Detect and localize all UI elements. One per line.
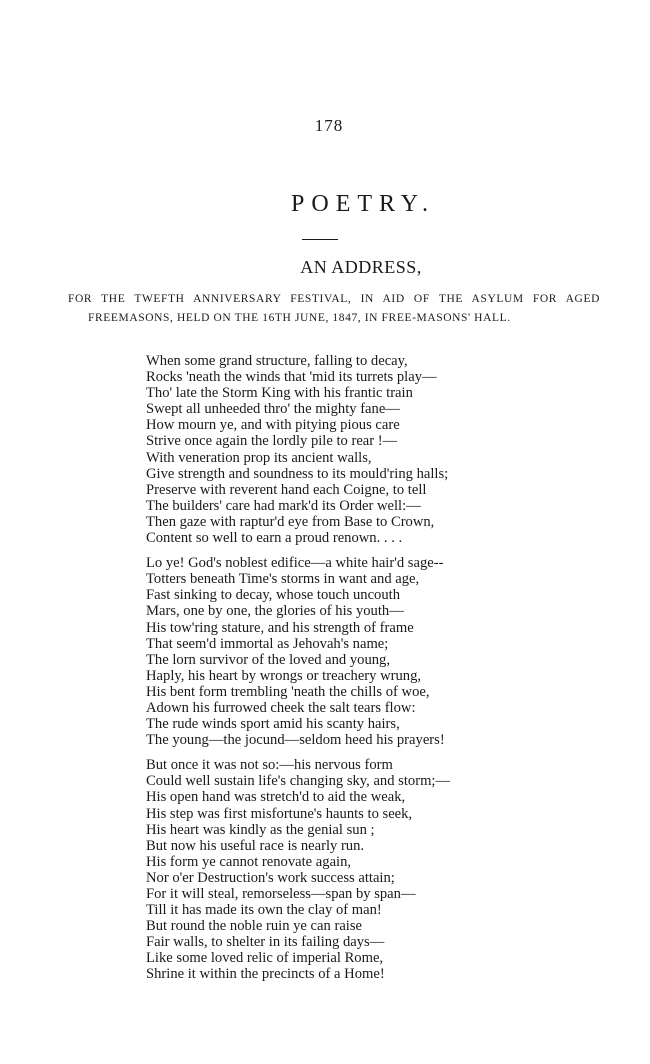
poem-line: Haply, his heart by wrongs or treachery wrung,: [146, 667, 422, 684]
poem-line: The young—the jocund—seldom heed his prayers!: [146, 732, 445, 749]
poem-line: Swept all unheeded thro' the mighty fane—: [146, 401, 400, 418]
poem-line: His bent form trembling 'neath the chills of woe,: [146, 683, 430, 700]
stanza-3: [146, 757, 586, 982]
section-title: POETRY.: [291, 191, 435, 217]
poem-line: But round the noble ruin ye can raise: [146, 918, 363, 935]
poem-line: With veneration prop its ancient walls,: [146, 449, 372, 466]
poem-line: Give strength and soundness to its mould'ring halls;: [146, 465, 449, 482]
address-title: AN ADDRESS,: [300, 257, 422, 277]
poem-line: His heart was kindly as the genial sun ;: [146, 821, 375, 838]
stanza-1: [146, 353, 586, 546]
poem-line: His tow'ring stature, and his strength of frame: [146, 619, 414, 636]
poem-line: Preserve with reverent hand each Coigne, to tell: [146, 481, 427, 498]
poem-line: Could well sustain life's changing sky, and storm;—: [146, 773, 451, 790]
poem-line: Lo ye! God's noblest edifice—a white hair'd sage--: [146, 555, 444, 572]
address-subtitle: FOR THE TWEFTH ANNIVERSARY FESTIVAL, IN AID OF THE ASYLUM FOR AGED FREEMASONS, HELD ON THE 16TH JUNE, 1847, IN FREE-MASONS' HALL.: [68, 293, 600, 324]
poem-line: The builders' care had mark'd its Order well:—: [146, 497, 421, 514]
poem-line: Totters beneath Time's storms in want and age,: [146, 571, 420, 588]
poem-line: Strive once again the lordly pile to rear !—: [146, 433, 398, 450]
page-number: 178: [314, 116, 344, 135]
poem-line: Like some loved relic of imperial Rome,: [146, 950, 384, 967]
poem-line: His open hand was stretch'd to aid the weak,: [146, 789, 406, 806]
poem-line: His step was first misfortune's haunts to seek,: [146, 805, 413, 822]
poem-line: Then gaze with raptur'd eye from Base to Crown,: [146, 513, 435, 530]
poem-line: How mourn ye, and with pitying pious care: [146, 417, 400, 434]
poem-line: Content so well to earn a proud renown. . . .: [146, 530, 403, 547]
poem: [146, 353, 586, 992]
poem-line: When some grand structure, falling to decay,: [146, 353, 408, 369]
poem-line: Adown his furrowed cheek the salt tears flow:: [146, 699, 416, 716]
poem-line: His form ye cannot renovate again,: [146, 853, 352, 870]
poem-line: The lorn survivor of the loved and young,: [146, 651, 390, 668]
poem-line: Mars, one by one, the glories of his youth—: [146, 603, 404, 620]
stanza-2: [146, 555, 586, 748]
poem-line: But once it was not so:—his nervous form: [146, 757, 393, 774]
poem-line: Fast sinking to decay, whose touch uncouth: [146, 587, 401, 604]
poem-line: The rude winds sport amid his scanty hairs,: [146, 716, 400, 733]
poem-line: Tho' late the Storm King with his frantic train: [146, 385, 413, 402]
poem-line: Nor o'er Destruction's work success attain;: [146, 869, 395, 886]
poem-line: Fair walls, to shelter in its failing days—: [146, 934, 385, 951]
poem-line: But now his useful race is nearly run.: [146, 837, 365, 854]
poem-line: That seem'd immortal as Jehovah's name;: [146, 635, 389, 652]
poem-line: Till it has made its own the clay of man!: [146, 902, 382, 919]
title-rule: [302, 239, 338, 240]
poem-line: For it will steal, remorseless—span by span—: [146, 886, 416, 902]
poem-line: Shrine it within the precincts of a Home!: [146, 966, 385, 983]
poem-line: Rocks 'neath the winds that 'mid its turrets play—: [146, 369, 437, 386]
